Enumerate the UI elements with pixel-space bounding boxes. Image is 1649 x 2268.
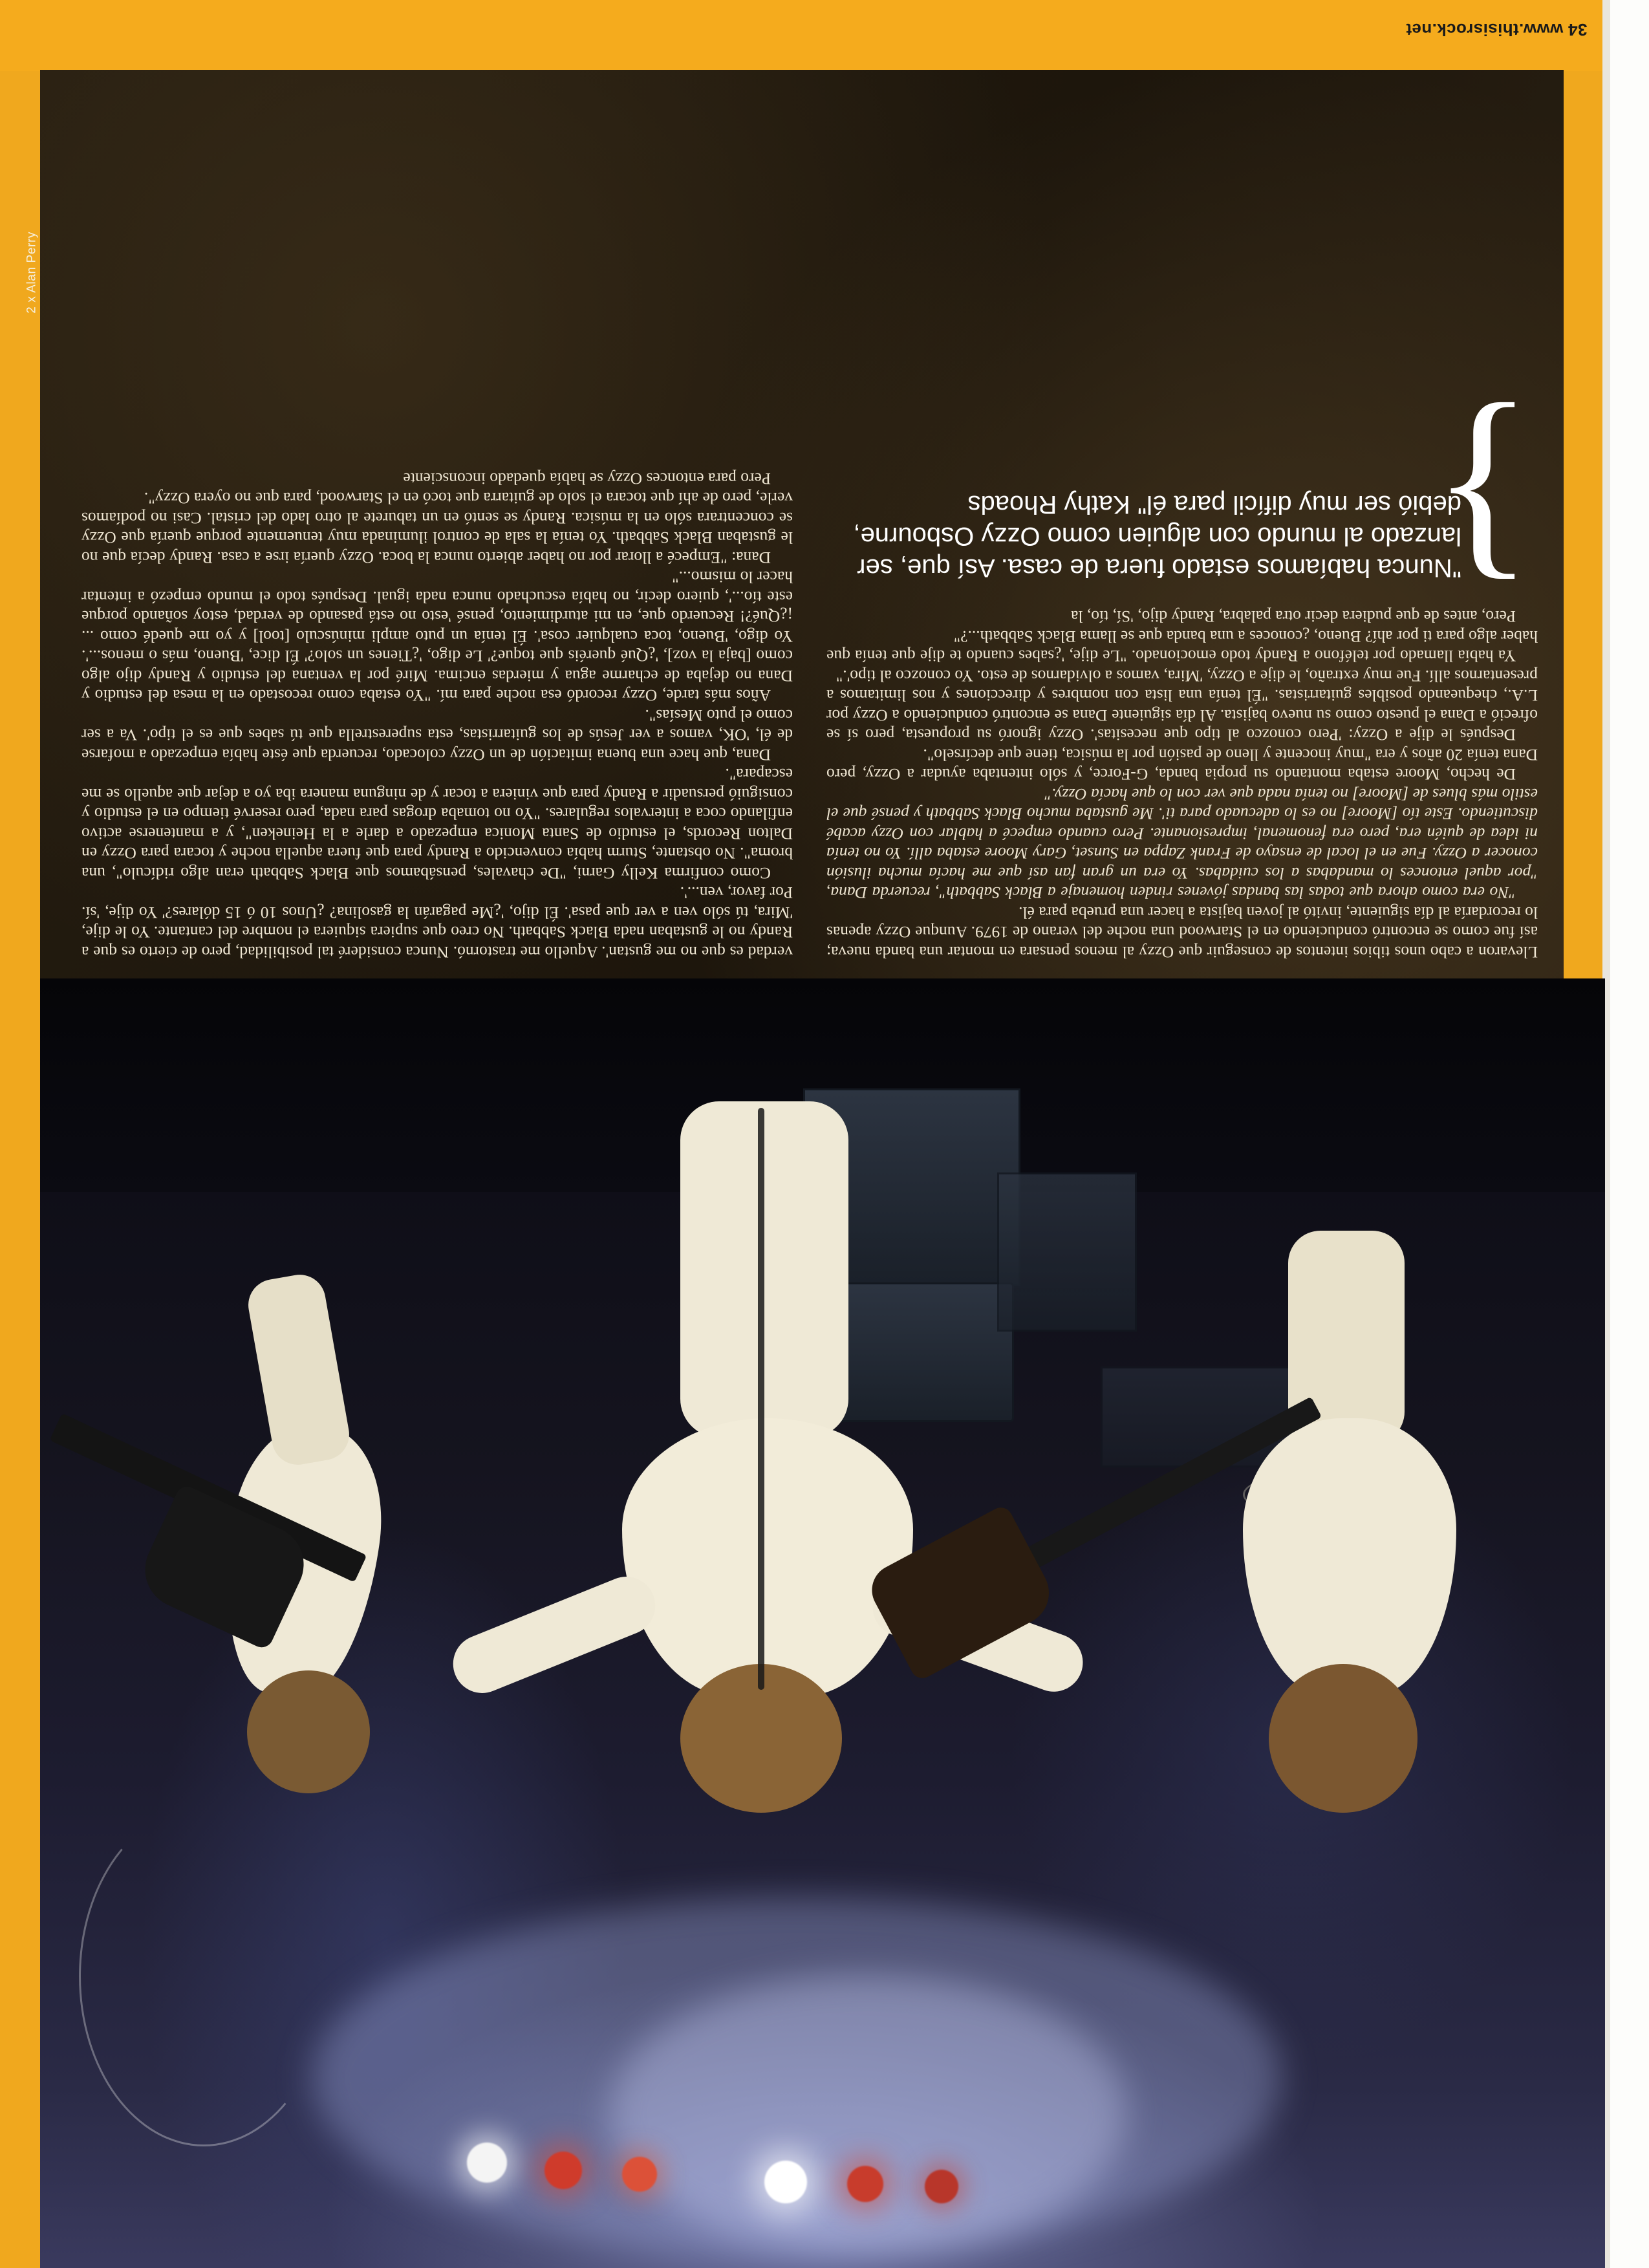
paragraph: Ya había llamado por teléfono a Randy todo emocionado. "Le dije, '¿sabes cuando te dije que tenía que haber algo para ti por ahí? Bueno, ¿conoces a una banda que se llama Black Sabbath...?" xyxy=(826,627,1538,666)
paragraph: Dana: "Empecé a llorar por no haber abierto nunca la boca. Ozzy quería irse a casa. Randy decía que no le gustaban Black Sabbath. Yo tenía la sala de control iluminada muy tenuemente porque quería que Ozzy se concentrara sólo en la música. Randy se sentó en un taburete al otro lado del cristal. Casi no podíamos verle, pero de ahí que tocara el solo de guitarra que tocó en el Starwood, para que no oyera Ozzy". xyxy=(81,489,793,567)
microphone-cable xyxy=(758,1108,764,1690)
page-folio: 34 www.thisisrock.net xyxy=(1406,20,1588,39)
performer-torso xyxy=(1243,1418,1456,1696)
top-yellow-band xyxy=(0,0,1610,71)
paragraph: Pero, antes de que pudiera decir otra palabra, Randy dijo, 'Sí, tío, la xyxy=(1071,607,1516,627)
stage-light xyxy=(925,2170,958,2203)
paragraph: De hecho, Moore estaba montando su propia banda, G-Force, y sólo intentaba ayudar a Ozzy, pero Dana tenía 20 años y era "muy inocente y lleno de pasión por la música, tiene que decírselo". xyxy=(826,746,1538,784)
paragraph: Dana, que hace una buena imitación de un Ozzy colocado, recuerda que éste había empezado a mofarse de él, 'OK, vamos a ver Jesús de los guitarristas, esta superestrella que tú sabes que es el tipo'. Va a ser como el puto Mesías". xyxy=(81,706,793,764)
performer-legs xyxy=(680,1101,848,1438)
performer-hair xyxy=(1269,1664,1417,1813)
photo-image xyxy=(40,978,1605,2268)
paragraph: Como confirma Kelly Garni, "De chavales, pensábamos que Black Sabbath eran algo ridículo", una broma". No obstante, Sturm había convencido a Randy para que fuera aquella noche y tocara para Ozzy en Dalton Records, el estudio de Santa Monica empezado a darle a la Heineken", y a mantenerse activo enfilando coca a intervalos regulares. "Yo no tomaba drogas para nada, pero reservé tiempo en el estudio y consiguió persuadir a Randy para que viniera a tocar y de ninguna manera iba yo a dejar que aquello se me escapara". xyxy=(81,765,793,883)
paragraph: "No era como ahora que todas las bandas jóvenes rinden homenaje a Black Sabbath", recuerda Dana, "por aquel entonces lo mandabas a los cuidabas. Yo era un gran fan así que me hacía mucha ilusión conocer a Ozzy. Fue en el local de ensayo de Frank Zappa en Sunset, Gary Moore estaba allí. Yo no tenía ni idea de quién era, pero era fenomenal, impresionante. Pero cuando empecé a hablar con Ozzy acabé discutiendo. Este tío [Moore] no es lo adecuado para ti'. Me gustaba mucho Black Sabbath y pensé que el estilo más blues de [Moore] no tenía nada que ver con lo que hacía Ozzy." xyxy=(826,785,1538,903)
lead-singer xyxy=(486,1379,1068,1961)
article-text-block xyxy=(25,70,1564,978)
page-edge xyxy=(1610,0,1649,2268)
paragraph: Pero para entonces Ozzy se había quedado inconsciente xyxy=(403,470,771,488)
stage-light xyxy=(544,2152,582,2189)
article-column-left xyxy=(826,83,1538,962)
photo-credit: 2 x Alan Perry xyxy=(25,232,38,314)
concert-photograph xyxy=(40,978,1605,2268)
paragraph: Años más tarde, Ozzy recordó esa noche para mí. "Yo estaba como recostado en la mesa del estudio y Dana no dejaba de echarme agua y mierdas encima. Miré por la ventana del estudio y Randy dijo algo como [baja la voz], '¿Qué queréis que toque?' Le digo, '¿Tienes un solo?' Él dice, 'Bueno, más o menos...'. Yo digo, 'Bueno, toca cualquier cosa'. Él tenía un puto ampli minúsculo [tool] y yo me quedé como ...¡¿Qué?! Recuerdo que, en mi aturdimiento, pensé 'esto no está pasando de verdad, estoy soñando porque este tío...', quiero decir, no había escuchado nunca nada igual. Después todo el mundo empezó a intentar hacer lo mismo..." xyxy=(81,568,793,706)
amplifier-cabinet xyxy=(997,1172,1137,1332)
stage-light xyxy=(764,2161,807,2203)
paragraph: Llevaron a cabo unos tibios intentos de conseguir que Ozzy al menos pensara en montar una banda nueva; así fue como se encontró conduciendo en el Starwood una noche del verano de 1979. Aunque Ozzy apenas lo recordaría al día siguiente, invitó al joven bajista a hacer una prueba para él. xyxy=(826,903,1538,962)
paragraph: verdad es que no me gustan'. Aquello me trastornó. Nunca consideré tal posibilidad, pero de cierto es que a Randy no le gustaban nada Black Sabbath. No creo que supiera siquiera el nombre del cantante. Yo le dije, 'Mira, tú sólo ven a ver que pasa'. Él dijo, '¿Me pagarán la gasolina? ¿Unos 10 ó 15 dólares?' Yo dije, 'sí. Por favor, ven...'. xyxy=(81,883,793,962)
performer-torso xyxy=(622,1418,913,1696)
performer-hair xyxy=(247,1670,370,1793)
pull-quote-text: "Nunca habíamos estado fuera de casa. Así que, ser lanzado al mundo con alguien como Ozzy Osbourne, debió ser muy difícil para él" Kathy Rhoads xyxy=(853,490,1461,582)
performer-arm-left xyxy=(444,1568,664,1701)
article-column-right xyxy=(81,83,793,962)
stage-light xyxy=(622,2157,657,2192)
bassist-right xyxy=(1152,1392,1553,1910)
guitarist-left xyxy=(189,1425,460,1877)
brace-icon: } xyxy=(1431,384,1534,620)
paragraph: Después le dije a Ozzy: 'Pero conozco al tipo que necesitas'. Ozzy ignoró su propuesta, pero sí se ofreció a Dana el puesto como su nuevo bajista. Al día siguiente Dana se encontró conduciendo a Ozzy por L.A., chequeando posibles guitarristas. "Él tenía una lista con nombres y direcciones y nos limitamos a presentarnos allí. Fue muy extraño, le dije a Ozzy, 'Mira, vamos a olvidarnos de esto. Yo conozco al tipo'." xyxy=(826,667,1538,745)
stage-light xyxy=(847,2166,883,2202)
performer-legs xyxy=(244,1271,354,1469)
stage-light xyxy=(467,2143,507,2183)
stage-light-beam xyxy=(609,1974,1126,2252)
